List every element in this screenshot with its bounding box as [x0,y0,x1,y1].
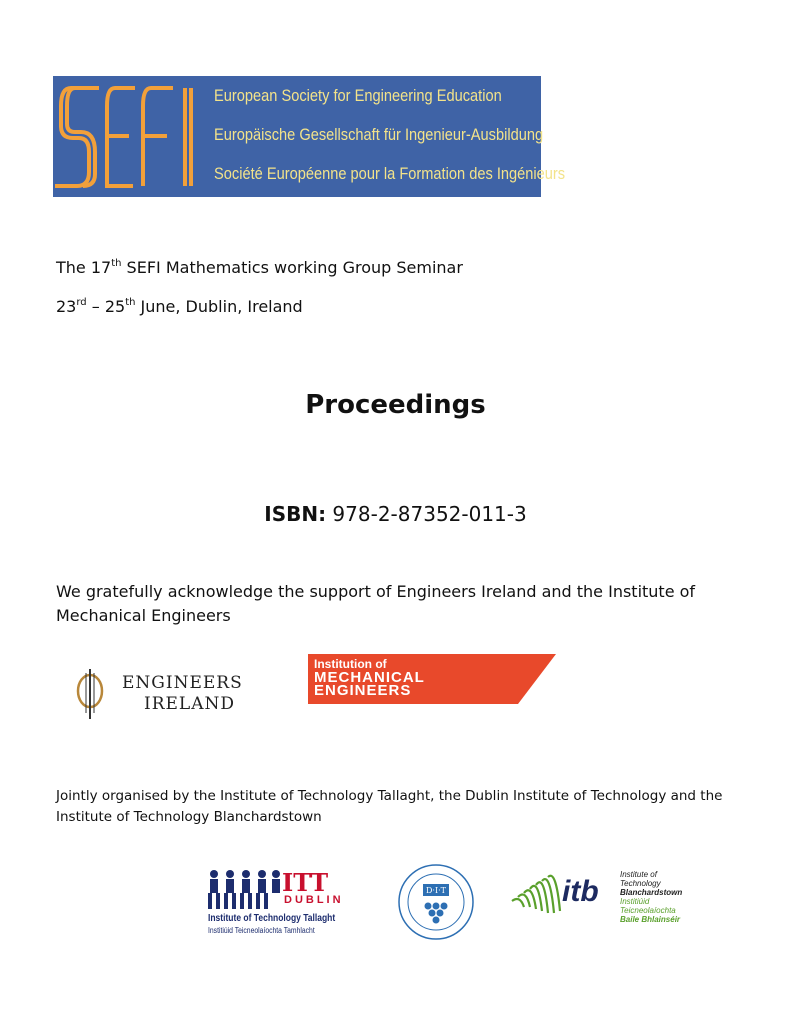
itb-logo [510,865,683,924]
dit-initials: D·I·T [426,886,446,895]
itb-caption: Institute of Technology Blanchardstown Institiúid Teicneolaíochta Baile Bhlainséir [620,870,683,924]
isbn-value: 978-2-87352-011-3 [326,502,527,526]
sefi-line-german: Europäische Gesellschaft für Ingenieur-Ausbildung [214,125,544,144]
sefi-logo-mark [53,61,203,197]
itt-irish-name: Institiúid Teicneolaíochta Tamhlacht [208,926,315,935]
proceedings-title: Proceedings [305,390,486,420]
dit-seal-icon [392,862,480,942]
sefi-line-english: European Society for Engineering Education [214,86,502,105]
itb-wave-icon [510,867,566,917]
seminar-title: The 17th SEFI Mathematics working Group Seminar [56,258,463,277]
dit-seal-logo [392,862,480,942]
isbn-label: ISBN: [264,502,327,526]
itt-name: ITT [282,868,329,897]
itt-city: DUBLIN [284,894,344,906]
engineers-ireland-emblem-icon [60,665,120,721]
itb-wordmark: itb [562,875,599,908]
itt-figures-icon [206,866,282,912]
engineers-ireland-logo [60,665,260,721]
sefi-logo-text: SEFI [53,61,88,80]
imeche-wordmark: Institution of MECHANICAL ENGINEERS [314,657,425,699]
sefi-banner [53,61,566,197]
isbn [0,502,791,526]
engineers-ireland-wordmark: ENGINEERS IRELAND [122,673,243,714]
organisers-text: Jointly organised by the Institute of Technology Tallaght, the Dublin Institute of Technology and the Institute of Technology Blanchardstown [56,788,723,825]
sefi-line-french: Société Européenne pour la Formation des Ingénieurs [214,164,566,183]
imeche-logo [308,654,556,704]
itt-dublin-logo [206,866,354,940]
support-acknowledgement: We gratefully acknowledge the support of Engineers Ireland and the Institute of Mechanical Engineers [56,582,696,625]
itt-full-name: Institute of Technology Tallaght [208,913,336,924]
seminar-dates: 23rd – 25th June, Dublin, Ireland [56,297,303,316]
